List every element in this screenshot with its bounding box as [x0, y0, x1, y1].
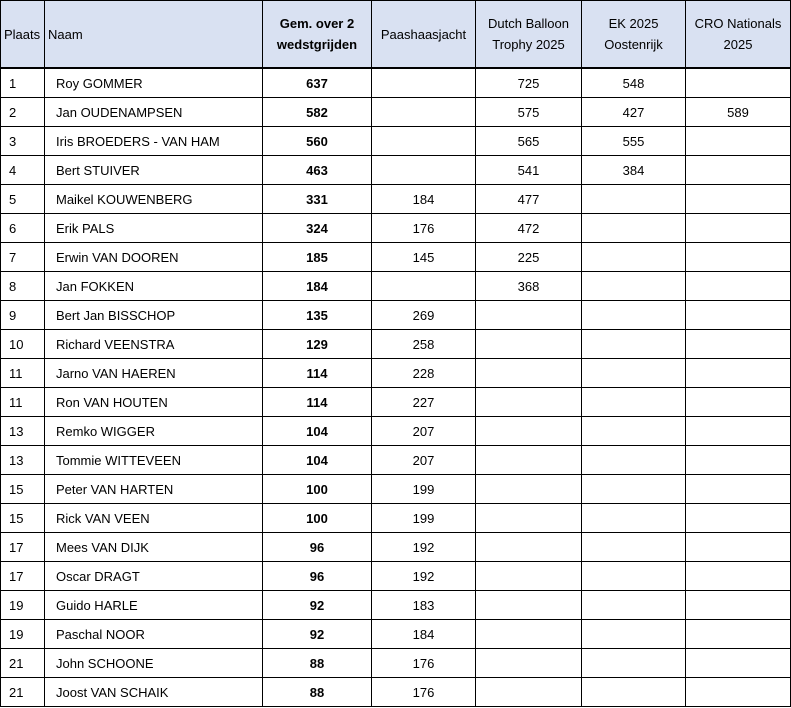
- cell-gem: 185: [263, 243, 372, 272]
- cell-cro-nationals: [686, 388, 791, 417]
- cell-paashaasjacht: 184: [372, 620, 476, 649]
- cell-naam: Erwin VAN DOOREN: [45, 243, 263, 272]
- cell-ek-oostenrijk: [582, 301, 686, 330]
- cell-naam: Ron VAN HOUTEN: [45, 388, 263, 417]
- cell-ek-oostenrijk: [582, 272, 686, 301]
- header-ek-oostenrijk: EK 2025 Oostenrijk: [582, 1, 686, 69]
- cell-paashaasjacht: [372, 68, 476, 98]
- cell-cro-nationals: [686, 359, 791, 388]
- cell-dutch-balloon-trophy: [476, 562, 582, 591]
- cell-plaats: 7: [1, 243, 45, 272]
- table-row: [1, 301, 791, 330]
- cell-ek-oostenrijk: [582, 330, 686, 359]
- cell-cro-nationals: [686, 127, 791, 156]
- cell-cro-nationals: [686, 562, 791, 591]
- cell-naam: Iris BROEDERS - VAN HAM: [45, 127, 263, 156]
- cell-plaats: 13: [1, 446, 45, 475]
- cell-cro-nationals: [686, 475, 791, 504]
- cell-dutch-balloon-trophy: [476, 649, 582, 678]
- cell-paashaasjacht: 228: [372, 359, 476, 388]
- cell-plaats: 9: [1, 301, 45, 330]
- cell-cro-nationals: [686, 620, 791, 649]
- cell-cro-nationals: [686, 417, 791, 446]
- header-dutch-balloon-trophy: Dutch Balloon Trophy 2025: [476, 1, 582, 69]
- table-row: [1, 475, 791, 504]
- cell-gem: 96: [263, 533, 372, 562]
- table-row: [1, 446, 791, 475]
- cell-ek-oostenrijk: [582, 475, 686, 504]
- cell-dutch-balloon-trophy: [476, 446, 582, 475]
- cell-plaats: 5: [1, 185, 45, 214]
- table-row: [1, 243, 791, 272]
- cell-dutch-balloon-trophy: [476, 620, 582, 649]
- cell-cro-nationals: [686, 504, 791, 533]
- cell-paashaasjacht: 199: [372, 475, 476, 504]
- header-gem: Gem. over 2 wedstgrijden: [263, 1, 372, 69]
- cell-gem: 92: [263, 620, 372, 649]
- cell-ek-oostenrijk: [582, 678, 686, 707]
- cell-dutch-balloon-trophy: [476, 533, 582, 562]
- cell-dutch-balloon-trophy: [476, 591, 582, 620]
- cell-naam: Jarno VAN HAEREN: [45, 359, 263, 388]
- cell-dutch-balloon-trophy: [476, 388, 582, 417]
- cell-paashaasjacht: 176: [372, 214, 476, 243]
- table-row: [1, 649, 791, 678]
- cell-gem: 96: [263, 562, 372, 591]
- cell-paashaasjacht: 207: [372, 417, 476, 446]
- cell-dutch-balloon-trophy: 541: [476, 156, 582, 185]
- cell-gem: 100: [263, 504, 372, 533]
- cell-dutch-balloon-trophy: [476, 330, 582, 359]
- table-row: [1, 504, 791, 533]
- cell-gem: 184: [263, 272, 372, 301]
- table-header: [1, 1, 791, 69]
- cell-plaats: 10: [1, 330, 45, 359]
- cell-dutch-balloon-trophy: [476, 475, 582, 504]
- cell-naam: Guido HARLE: [45, 591, 263, 620]
- cell-plaats: 2: [1, 98, 45, 127]
- cell-gem: 135: [263, 301, 372, 330]
- cell-naam: Roy GOMMER: [45, 68, 263, 98]
- cell-ek-oostenrijk: [582, 214, 686, 243]
- cell-ek-oostenrijk: 548: [582, 68, 686, 98]
- cell-gem: 637: [263, 68, 372, 98]
- table-row: [1, 562, 791, 591]
- cell-paashaasjacht: 176: [372, 649, 476, 678]
- cell-plaats: 11: [1, 388, 45, 417]
- header-cro-nationals: CRO Nationals 2025: [686, 1, 791, 69]
- cell-dutch-balloon-trophy: 368: [476, 272, 582, 301]
- table-body: [1, 68, 791, 707]
- cell-dutch-balloon-trophy: 575: [476, 98, 582, 127]
- cell-ek-oostenrijk: [582, 533, 686, 562]
- cell-ek-oostenrijk: [582, 591, 686, 620]
- cell-plaats: 3: [1, 127, 45, 156]
- cell-ek-oostenrijk: [582, 446, 686, 475]
- cell-cro-nationals: [686, 649, 791, 678]
- table-row: [1, 591, 791, 620]
- table-row: [1, 417, 791, 446]
- cell-ek-oostenrijk: 427: [582, 98, 686, 127]
- cell-gem: 582: [263, 98, 372, 127]
- header-naam: Naam: [45, 1, 263, 69]
- table-row: [1, 156, 791, 185]
- cell-naam: Bert STUIVER: [45, 156, 263, 185]
- cell-ek-oostenrijk: [582, 359, 686, 388]
- cell-naam: Oscar DRAGT: [45, 562, 263, 591]
- cell-paashaasjacht: 199: [372, 504, 476, 533]
- cell-naam: Richard VEENSTRA: [45, 330, 263, 359]
- cell-cro-nationals: [686, 533, 791, 562]
- cell-gem: 463: [263, 156, 372, 185]
- cell-dutch-balloon-trophy: [476, 678, 582, 707]
- cell-paashaasjacht: 145: [372, 243, 476, 272]
- cell-gem: 331: [263, 185, 372, 214]
- table-row: [1, 68, 791, 98]
- cell-naam: Joost VAN SCHAIK: [45, 678, 263, 707]
- cell-dutch-balloon-trophy: [476, 301, 582, 330]
- header-row: [1, 1, 791, 69]
- cell-cro-nationals: [686, 330, 791, 359]
- cell-gem: 92: [263, 591, 372, 620]
- cell-cro-nationals: [686, 214, 791, 243]
- cell-plaats: 15: [1, 475, 45, 504]
- cell-gem: 88: [263, 649, 372, 678]
- table-row: [1, 533, 791, 562]
- cell-ek-oostenrijk: [582, 649, 686, 678]
- cell-cro-nationals: [686, 446, 791, 475]
- cell-gem: 324: [263, 214, 372, 243]
- cell-plaats: 8: [1, 272, 45, 301]
- cell-paashaasjacht: 183: [372, 591, 476, 620]
- cell-naam: Paschal NOOR: [45, 620, 263, 649]
- cell-naam: Bert Jan BISSCHOP: [45, 301, 263, 330]
- cell-dutch-balloon-trophy: 725: [476, 68, 582, 98]
- cell-dutch-balloon-trophy: 472: [476, 214, 582, 243]
- cell-gem: 129: [263, 330, 372, 359]
- cell-paashaasjacht: 269: [372, 301, 476, 330]
- cell-dutch-balloon-trophy: [476, 504, 582, 533]
- cell-naam: Mees VAN DIJK: [45, 533, 263, 562]
- cell-paashaasjacht: 207: [372, 446, 476, 475]
- cell-ek-oostenrijk: 384: [582, 156, 686, 185]
- cell-gem: 114: [263, 359, 372, 388]
- cell-cro-nationals: 589: [686, 98, 791, 127]
- cell-cro-nationals: [686, 591, 791, 620]
- cell-plaats: 19: [1, 620, 45, 649]
- cell-ek-oostenrijk: [582, 243, 686, 272]
- cell-cro-nationals: [686, 678, 791, 707]
- cell-gem: 114: [263, 388, 372, 417]
- table-row: [1, 214, 791, 243]
- cell-dutch-balloon-trophy: 477: [476, 185, 582, 214]
- cell-naam: Peter VAN HARTEN: [45, 475, 263, 504]
- cell-naam: Tommie WITTEVEEN: [45, 446, 263, 475]
- cell-paashaasjacht: 227: [372, 388, 476, 417]
- cell-ek-oostenrijk: [582, 562, 686, 591]
- cell-ek-oostenrijk: [582, 417, 686, 446]
- cell-gem: 88: [263, 678, 372, 707]
- table-row: [1, 127, 791, 156]
- cell-dutch-balloon-trophy: [476, 359, 582, 388]
- cell-dutch-balloon-trophy: 225: [476, 243, 582, 272]
- cell-plaats: 6: [1, 214, 45, 243]
- cell-gem: 100: [263, 475, 372, 504]
- cell-plaats: 21: [1, 649, 45, 678]
- cell-naam: Remko WIGGER: [45, 417, 263, 446]
- cell-ek-oostenrijk: [582, 185, 686, 214]
- cell-paashaasjacht: 192: [372, 533, 476, 562]
- cell-plaats: 19: [1, 591, 45, 620]
- header-plaats: Plaats: [1, 1, 45, 69]
- cell-gem: 104: [263, 417, 372, 446]
- cell-ek-oostenrijk: 555: [582, 127, 686, 156]
- header-paashaasjacht: Paashaasjacht: [372, 1, 476, 69]
- cell-ek-oostenrijk: [582, 388, 686, 417]
- cell-cro-nationals: [686, 68, 791, 98]
- cell-naam: Jan FOKKEN: [45, 272, 263, 301]
- cell-naam: Erik PALS: [45, 214, 263, 243]
- cell-plaats: 17: [1, 533, 45, 562]
- cell-paashaasjacht: 184: [372, 185, 476, 214]
- cell-paashaasjacht: [372, 156, 476, 185]
- cell-dutch-balloon-trophy: [476, 417, 582, 446]
- cell-gem: 560: [263, 127, 372, 156]
- table-row: [1, 678, 791, 707]
- cell-plaats: 13: [1, 417, 45, 446]
- cell-naam: Jan OUDENAMPSEN: [45, 98, 263, 127]
- cell-cro-nationals: [686, 301, 791, 330]
- table-row: [1, 388, 791, 417]
- cell-cro-nationals: [686, 185, 791, 214]
- cell-paashaasjacht: [372, 98, 476, 127]
- table-row: [1, 185, 791, 214]
- table-row: [1, 330, 791, 359]
- cell-gem: 104: [263, 446, 372, 475]
- cell-paashaasjacht: 176: [372, 678, 476, 707]
- cell-ek-oostenrijk: [582, 504, 686, 533]
- table-row: [1, 620, 791, 649]
- cell-plaats: 17: [1, 562, 45, 591]
- cell-paashaasjacht: [372, 272, 476, 301]
- table-row: [1, 272, 791, 301]
- cell-plaats: 1: [1, 68, 45, 98]
- table-row: [1, 359, 791, 388]
- cell-paashaasjacht: 258: [372, 330, 476, 359]
- cell-naam: Maikel KOUWENBERG: [45, 185, 263, 214]
- cell-plaats: 21: [1, 678, 45, 707]
- cell-naam: Rick VAN VEEN: [45, 504, 263, 533]
- cell-cro-nationals: [686, 243, 791, 272]
- cell-ek-oostenrijk: [582, 620, 686, 649]
- table-row: [1, 98, 791, 127]
- cell-plaats: 15: [1, 504, 45, 533]
- cell-paashaasjacht: 192: [372, 562, 476, 591]
- cell-paashaasjacht: [372, 127, 476, 156]
- cell-naam: John SCHOONE: [45, 649, 263, 678]
- cell-plaats: 11: [1, 359, 45, 388]
- cell-dutch-balloon-trophy: 565: [476, 127, 582, 156]
- cell-cro-nationals: [686, 272, 791, 301]
- cell-plaats: 4: [1, 156, 45, 185]
- cell-cro-nationals: [686, 156, 791, 185]
